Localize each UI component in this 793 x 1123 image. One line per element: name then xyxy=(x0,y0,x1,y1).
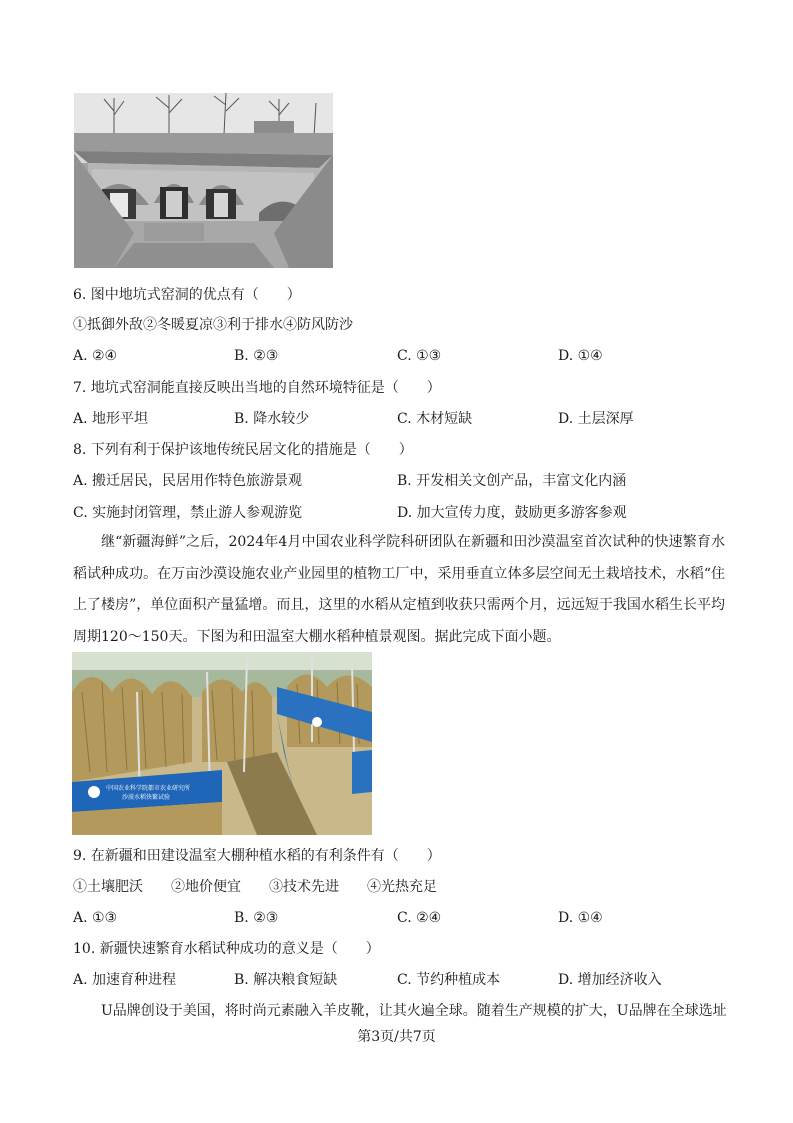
question-6-option-a: A. ②④ xyxy=(73,348,118,364)
question-10-option-a: A. 加速育种进程 xyxy=(73,972,177,988)
question-8-option-a: A. 搬迁居民，民居用作特色旅游景观 xyxy=(73,473,303,489)
greenhouse-rice-photo xyxy=(72,652,372,835)
question-7-option-b: B. 降水较少 xyxy=(234,411,310,427)
sign-main-text: 中国农业科学院都市农业研究所 xyxy=(106,785,191,792)
question-8-stem: 8. 下列有利于保护该地传统民居文化的措施是（ ） xyxy=(73,442,413,458)
question-6-option-d: D. ①④ xyxy=(558,348,603,364)
question-9-stem: 9. 在新疆和田建设温室大棚种植水稻的有利条件有（ ） xyxy=(73,848,441,864)
question-7-option-d: D. 土层深厚 xyxy=(558,411,634,427)
question-10-option-c: C. 节约种植成本 xyxy=(397,972,501,988)
question-8-option-c: C. 实施封闭管理，禁止游人参观游览 xyxy=(73,505,303,521)
question-6-statements: ①抵御外敌②冬暖夏凉③利于排水④防风防沙 xyxy=(73,317,353,333)
passage-rice: 继“新疆海鲜”之后，2024年4月中国农业科学院科研团队在新疆和田沙漠温室首次试种的快速繁育水稻试种成功。在万亩沙漠设施农业产业园里的植物工厂中，采用垂直立体多层空间无土栽培技术，水稻“住上了楼房”，单位面积产量猛增。而且，这里的水稻从定植到收获只需两个月，远远短于我国水稻生长平均周期120～150天。下图为和田温室大棚水稻种植景观图。据此完成下面小题。 xyxy=(73,534,725,645)
question-10-stem: 10. 新疆快速繁育水稻试种成功的意义是（ ） xyxy=(73,941,380,957)
question-6-stem: 6. 图中地坑式窑洞的优点有（ ） xyxy=(73,287,301,303)
question-7-stem: 7. 地坑式窑洞能直接反映出当地的自然环境特征是（ ） xyxy=(73,380,441,396)
question-10-option-b: B. 解决粮食短缺 xyxy=(234,972,338,988)
cave-dwelling-photo xyxy=(74,93,333,268)
question-8-option-d: D. 加大宣传力度，鼓励更多游客参观 xyxy=(397,505,627,521)
question-9-option-b: B. ②③ xyxy=(234,910,279,926)
question-7-option-a: A. 地形平坦 xyxy=(73,411,149,427)
question-9-option-d: D. ①④ xyxy=(558,910,603,926)
question-9-option-a: A. ①③ xyxy=(73,910,118,926)
passage-next: U品牌创设于美国，将时尚元素融入羊皮靴，让其火遍全球。随着生产规模的扩大，U品牌在全球选址 xyxy=(101,1003,727,1019)
sign-sub-text: 沙漠水稻快繁试验 xyxy=(122,794,171,801)
question-10-option-d: D. 增加经济收入 xyxy=(558,972,662,988)
question-9-option-c: C. ②④ xyxy=(397,910,442,926)
question-8-option-b: B. 开发相关文创产品，丰富文化内涵 xyxy=(397,473,627,489)
question-6-option-c: C. ①③ xyxy=(397,348,442,364)
question-9-statements: ①土壤肥沃 ②地价便宜 ③技术先进 ④光热充足 xyxy=(73,879,437,895)
question-7-option-c: C. 木材短缺 xyxy=(397,411,473,427)
question-6-option-b: B. ②③ xyxy=(234,348,279,364)
page-footer: 第3页/共7页 xyxy=(357,1029,436,1045)
